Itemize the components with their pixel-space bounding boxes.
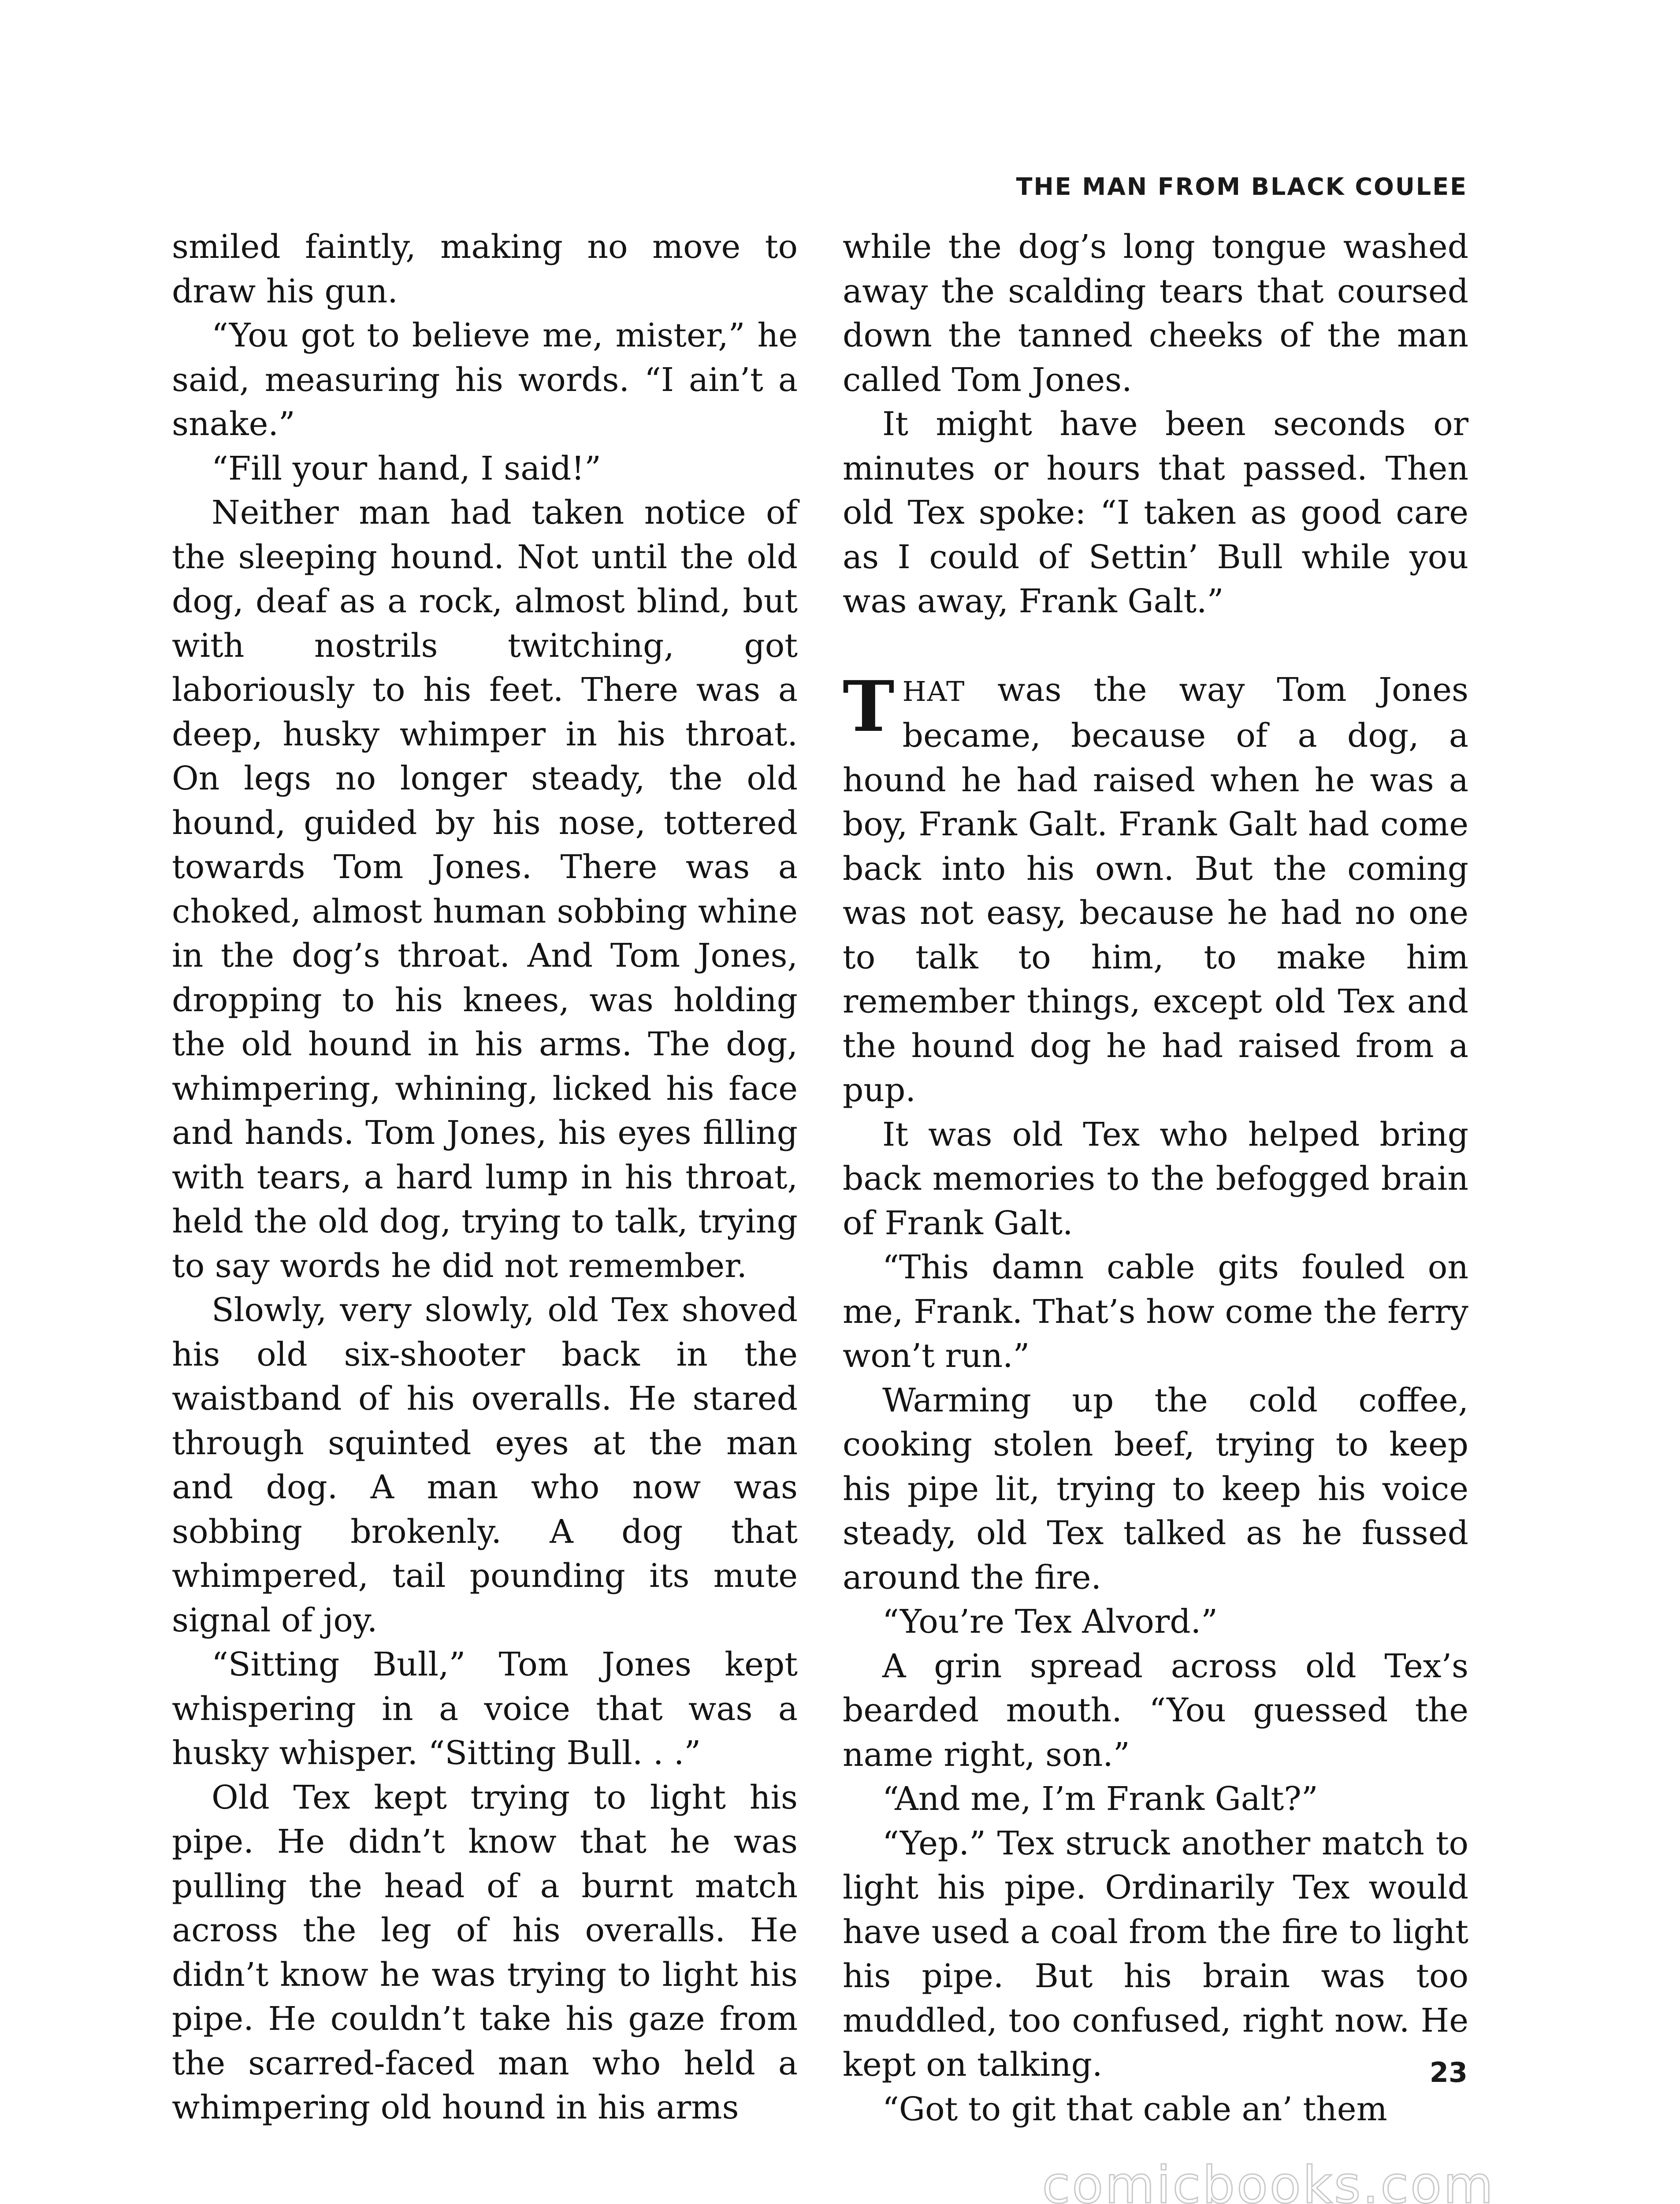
small-caps-lead: HAT — [902, 675, 966, 707]
paragraph: It was old Tex who helped bring back memories to the befogged brain of Frank Galt. — [843, 1115, 1468, 1242]
paragraph: “Got to git that cable an’ them — [882, 2090, 1387, 2128]
paragraph: Neither man had taken notice of the sleeping hound. Not until the old dog, deaf as a rock, almost blind, but with nostrils twitching, got laboriously to his feet. There was a deep, husky whimper in his throat. On legs no longer steady, the old hound, guided by his nose, tottered towards Tom Jones. There was a choked, almost human sobbing whine in the dog’s throat. And Tom Jones, dropping to his knees, was holding the old hound in his arms. The dog, whimpering, whining, licked his face and hands. Tom Jones, his eyes filling with tears, a hard lump in his throat, held the old dog, trying to talk, trying to say words he did not remember. — [172, 494, 798, 1285]
paragraph: A grin spread across old Tex’s bearded mouth. “You guessed the name right, son.” — [843, 1647, 1468, 1774]
paragraph: “And me, I’m Frank Galt?” — [882, 1780, 1318, 1818]
left-column — [172, 225, 798, 2130]
section-opening-paragraph — [843, 668, 1468, 1113]
paragraph: “Fill your hand, I said!” — [212, 449, 601, 488]
page-number: 23 — [1429, 2056, 1468, 2089]
paragraph: Slowly, very slowly, old Tex shoved his old six-shooter back in the waistband of his overalls. He stared through squinted eyes at the man and dog. A man who now was sobbing brokenly. A dog that whimpered, tail pounding its mute signal of joy. — [172, 1291, 798, 1639]
paragraph: It might have been seconds or minutes or hours that passed. Then old Tex spoke: “I taken as good care as I could of Settin’ Bull while you was away, Frank Galt.” — [843, 405, 1468, 620]
right-column — [843, 225, 1468, 2131]
paragraph: while the dog’s long tongue washed away the scalding tears that coursed down the tanned cheeks of the man called Tom Jones. — [843, 228, 1468, 399]
paragraph: “Yep.” Tex struck another match to light his pipe. Ordinarily Tex would have used a coal from the fire to light his pipe. But his brain was too muddled, too confused, right now. He kept on talking. — [843, 1824, 1468, 2084]
drop-cap: T — [843, 666, 895, 748]
paragraph: “This damn cable gits fouled on me, Frank. That’s how come the ferry won’t run.” — [843, 1248, 1468, 1375]
paragraph: smiled faintly, making no move to draw his gun. — [172, 228, 798, 310]
paragraph: Warming up the cold coffee, cooking stolen beef, trying to keep his pipe lit, trying to keep his voice steady, old Tex talked as he fussed around the fire. — [843, 1381, 1468, 1597]
paragraph: “You’re Tex Alvord.” — [882, 1603, 1218, 1641]
paragraph-text: was the way Tom Jones became, because of a dog, a hound he had raised when he was a boy, Frank Galt. Frank Galt had come back into his own. But the coming was not easy, because he had no one to talk to him, to make him remember things, except old Tex and the hound dog he had raised from a pup. — [843, 670, 1468, 1109]
watermark: comicbooks.com — [1042, 2156, 1495, 2204]
paragraph: “Sitting Bull,” Tom Jones kept whispering in a voice that was a husky whisper. “Sitting Bull. . .” — [172, 1646, 798, 1772]
running-head: THE MAN FROM BLACK COULEE — [1016, 173, 1468, 201]
paragraph: “You got to believe me, mister,” he said, measuring his words. “I ain’t a snake.” — [172, 316, 798, 443]
paragraph: Old Tex kept trying to light his pipe. He didn’t know that he was pulling the head of a burnt match across the leg of his overalls. He didn’t know he was trying to light his pipe. He couldn’t take his gaze from the scarred-faced man who held a whimpering old hound in his arms — [172, 1778, 798, 2126]
